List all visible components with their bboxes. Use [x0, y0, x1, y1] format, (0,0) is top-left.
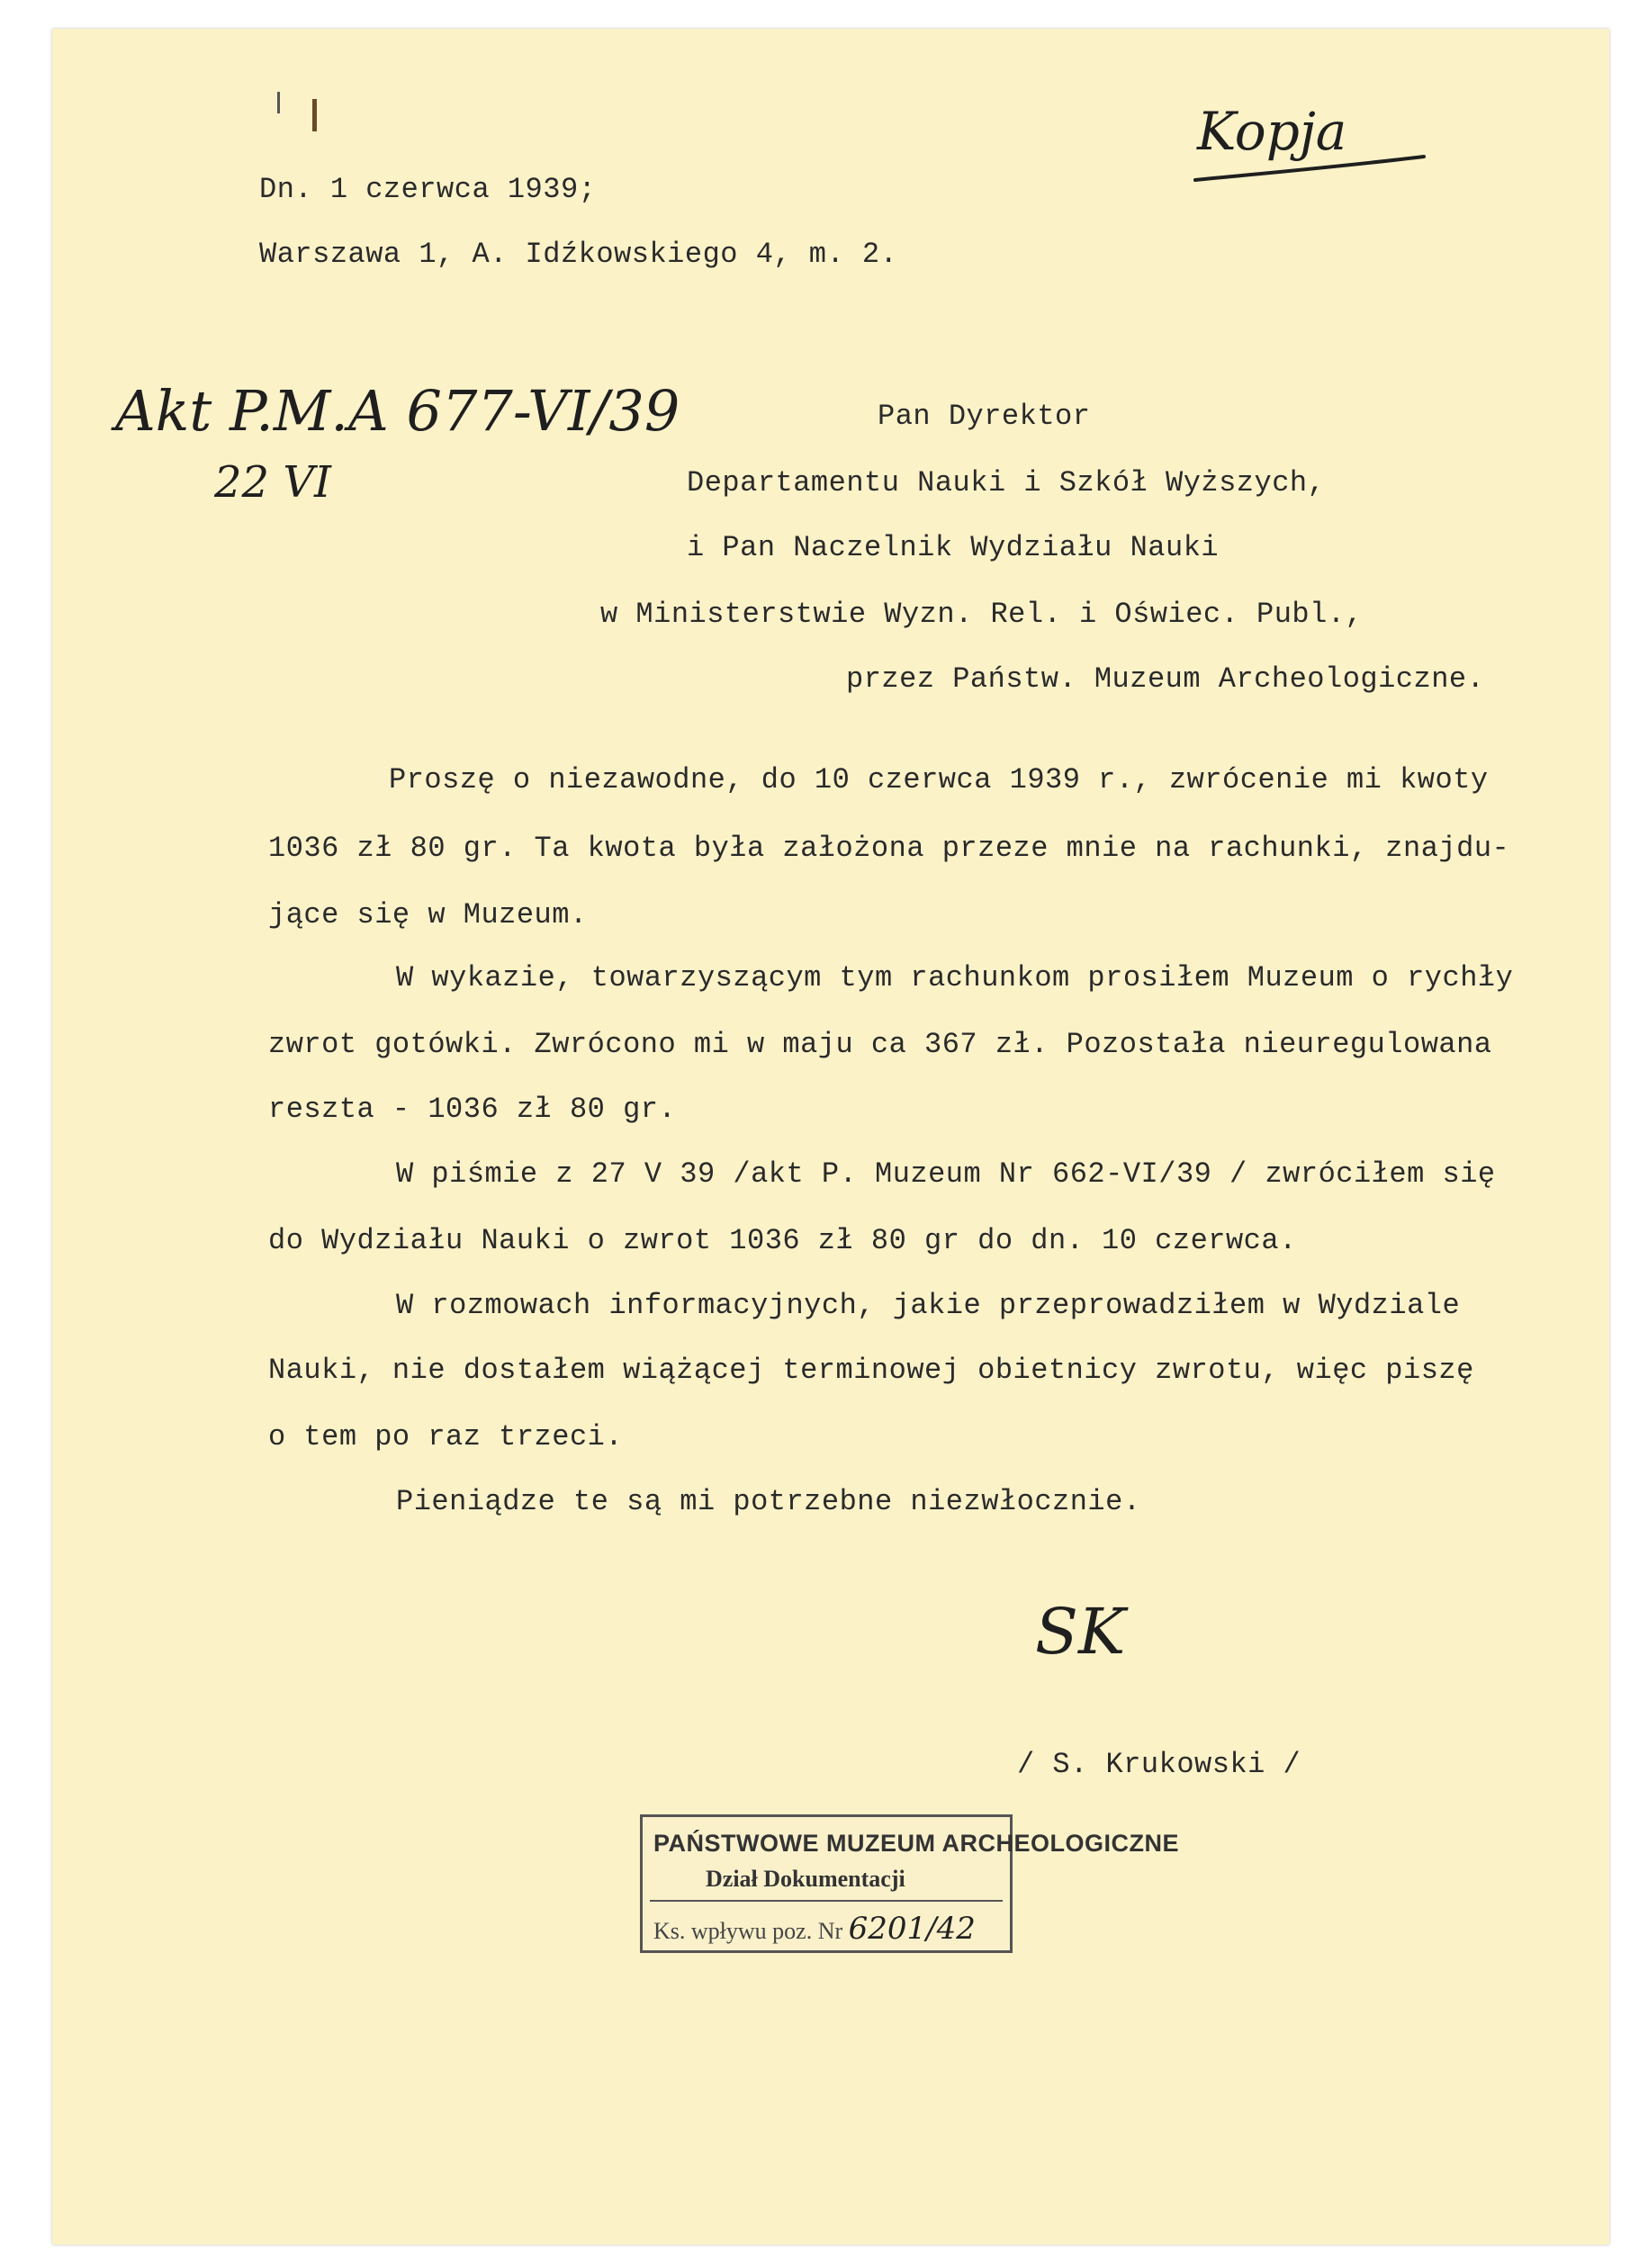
body-line: 1036 zł 80 gr. Ta kwota była założona przeze mnie na rachunki, znajdu-	[268, 832, 1510, 865]
stamp-entry	[653, 1911, 976, 1947]
body-line: Proszę o niezawodne, do 10 czerwca 1939 r., zwrócenie mi kwoty	[389, 763, 1489, 796]
body-line: zwrot gotówki. Zwrócono mi w maju ca 367 zł. Pozostała nieuregulowana	[268, 1028, 1492, 1061]
stamp-institution: PAŃSTWOWE MUZEUM ARCHEOLOGICZNE	[653, 1830, 1179, 1857]
sender-address: Warszawa 1, A. Idźkowskiego 4, m. 2.	[259, 238, 898, 271]
margin-mark	[312, 99, 317, 131]
body-line: o tem po raz trzeci.	[268, 1420, 624, 1454]
margin-mark	[277, 92, 280, 113]
signatory-name: / S. Krukowski /	[1017, 1748, 1301, 1781]
recipient-line: Pan Dyrektor	[878, 400, 1091, 433]
archive-stamp	[640, 1814, 1179, 1953]
reference-annotation: Akt P.M.A 677-VI/39	[115, 378, 680, 444]
recipient-line: w Ministerstwie Wyzn. Rel. i Oświec. Publ.,	[600, 598, 1364, 631]
recipient-line: przez Państw. Muzeum Archeologiczne.	[846, 662, 1485, 696]
body-line: W wykazie, towarzyszącym tym rachunkom prosiłem Muzeum o rychły	[396, 961, 1514, 994]
stamp-entry-label: Ks. wpływu poz. Nr	[653, 1918, 843, 1944]
kopia-annotation: Kopja	[1197, 101, 1347, 162]
body-line: W piśmie z 27 V 39 /akt P. Muzeum Nr 662-VI/39 / zwróciłem się	[396, 1157, 1496, 1191]
letter-date: Dn. 1 czerwca 1939;	[259, 173, 597, 206]
signature-initials: SK	[1035, 1595, 1126, 1669]
stamp-department: Dział Dokumentacji	[706, 1866, 905, 1892]
body-line: W rozmowach informacyjnych, jakie przeprowadziłem w Wydziale	[396, 1289, 1461, 1322]
reference-date-annotation: 22 VI	[214, 457, 331, 508]
body-line: Pieniądze te są mi potrzebne niezwłocznie.	[396, 1485, 1141, 1518]
recipient-line: Departamentu Nauki i Szkół Wyższych,	[687, 466, 1326, 500]
body-line: do Wydziału Nauki o zwrot 1036 zł 80 gr do dn. 10 czerwca.	[268, 1224, 1297, 1257]
stamp-divider	[650, 1900, 1003, 1902]
body-line: Nauki, nie dostałem wiążącej terminowej obietnicy zwrotu, więc piszę	[268, 1354, 1474, 1387]
recipient-line: i Pan Naczelnik Wydziału Nauki	[687, 531, 1220, 564]
kopia-underline	[1188, 153, 1431, 189]
stamp-entry-number: 6201/42	[848, 1911, 976, 1947]
body-line: jące się w Muzeum.	[268, 898, 588, 932]
body-line: reszta - 1036 zł 80 gr.	[268, 1093, 677, 1126]
